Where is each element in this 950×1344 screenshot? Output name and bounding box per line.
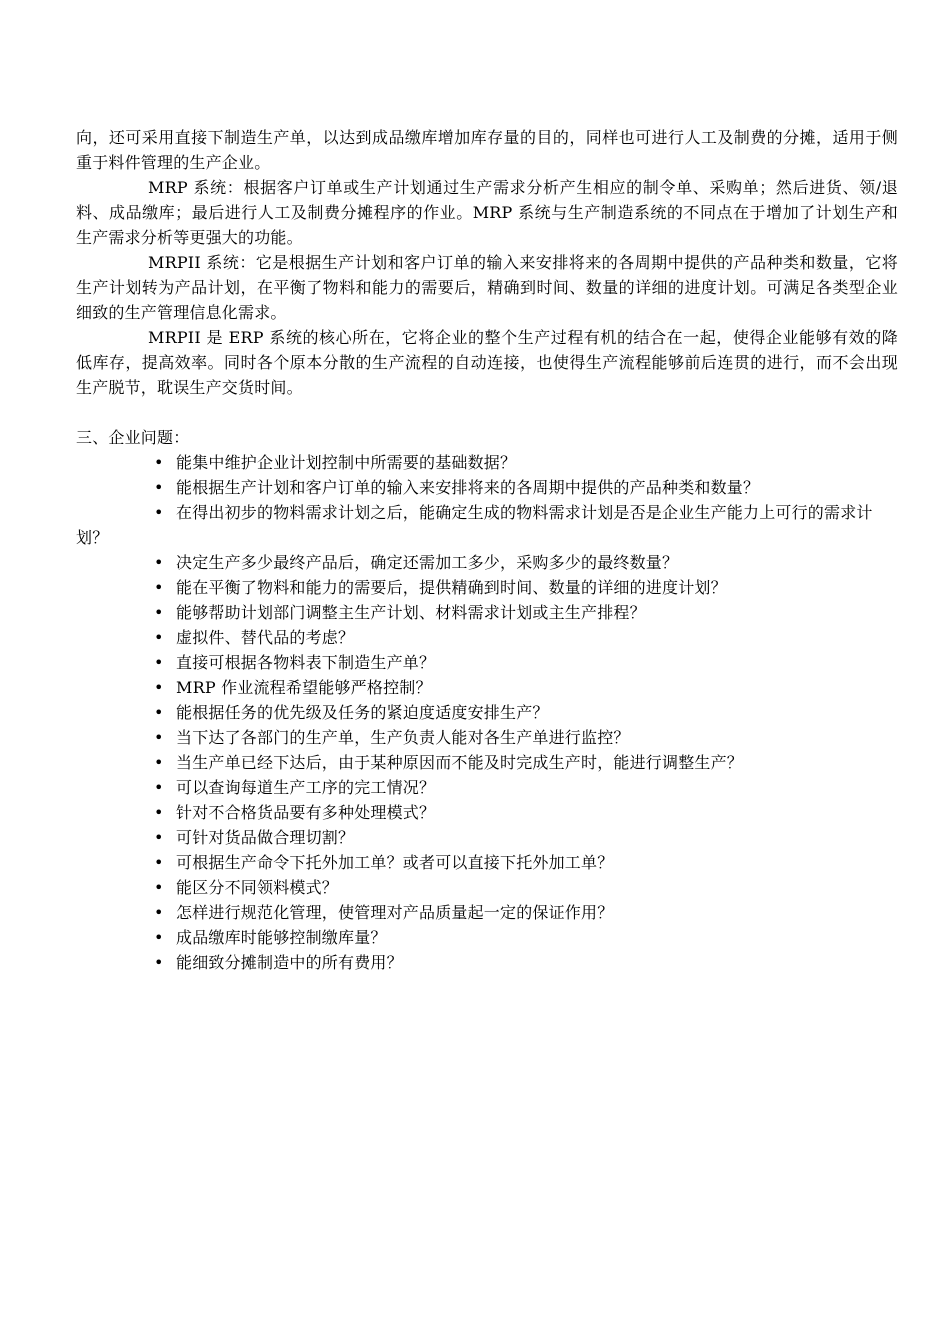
list-item-text: 针对不合格货品要有多种处理模式？ — [176, 803, 436, 822]
paragraph-mrp-system: MRP 系统：根据客户订单或生产计划通过生产需求分析产生相应的制令单、采购单；然后进货、领/退料、成品缴库；最后进行人工及制费分摊程序的作业。MRP 系统与生产制造系统的不同点在于增加了计划生产和生产需求分析等更强大的功能。 — [76, 178, 898, 247]
bullet-icon: • — [154, 503, 164, 522]
list-item — [76, 775, 898, 800]
list-item-text: 怎样进行规范化管理，使管理对产品质量起一定的保证作用？ — [176, 903, 614, 922]
list-item — [76, 650, 898, 675]
bullet-icon: • — [154, 678, 164, 697]
list-item-text: 当下达了各部门的生产单，生产负责人能对各生产单进行监控？ — [176, 728, 630, 747]
list-item-text: 在得出初步的物料需求计划之后，能确定生成的物料需求计划是否是企业生产能力上可行的需求计划？ — [76, 503, 873, 547]
list-item — [76, 950, 898, 975]
list-item — [76, 800, 898, 825]
list-item — [76, 825, 898, 850]
bullet-icon: • — [154, 753, 164, 772]
bullet-icon: • — [154, 728, 164, 747]
list-item-text: 直接可根据各物料表下制造生产单？ — [176, 653, 436, 672]
list-item — [76, 900, 898, 925]
bullet-icon: • — [154, 578, 164, 597]
bullet-icon: • — [154, 703, 164, 722]
bullet-icon: • — [154, 628, 164, 647]
list-item-text: MRP 作业流程希望能够严格控制？ — [176, 678, 432, 697]
list-item — [76, 600, 898, 625]
list-item — [76, 850, 898, 875]
document-body — [76, 125, 898, 975]
bullet-icon: • — [154, 653, 164, 672]
list-item — [76, 575, 898, 600]
bullet-icon: • — [154, 553, 164, 572]
question-list — [76, 450, 898, 975]
bullet-icon: • — [154, 453, 164, 472]
list-item-text: 成品缴库时能够控制缴库量？ — [176, 928, 387, 947]
list-item-text: 决定生产多少最终产品后，确定还需加工多少，采购多少的最终数量？ — [176, 553, 679, 572]
list-item-text: 能区分不同领料模式？ — [176, 878, 339, 897]
bullet-icon: • — [154, 603, 164, 622]
section-heading: 三、企业问题： — [76, 428, 190, 447]
bullet-icon: • — [154, 478, 164, 497]
list-item — [76, 475, 898, 500]
list-item-text: 能在平衡了物料和能力的需要后，提供精确到时间、数量的详细的进度计划？ — [176, 578, 727, 597]
bullet-icon: • — [154, 903, 164, 922]
list-item — [76, 450, 898, 475]
list-item-text: 当生产单已经下达后，由于某种原因而不能及时完成生产时，能进行调整生产？ — [176, 753, 744, 772]
bullet-icon: • — [154, 953, 164, 972]
bullet-icon: • — [154, 853, 164, 872]
list-item-text: 能根据任务的优先级及任务的紧迫度适度安排生产？ — [176, 703, 549, 722]
list-item-text: 能根据生产计划和客户订单的输入来安排将来的各周期中提供的产品种类和数量？ — [176, 478, 760, 497]
list-item-text: 能细致分摊制造中的所有费用？ — [176, 953, 403, 972]
paragraph-mrpii-system: MRPII 系统：它是根据生产计划和客户订单的输入来安排将来的各周期中提供的产品种类和数量，它将生产计划转为产品计划，在平衡了物料和能力的需要后，精确到时间、数量的详细的进度计划。可满足各类型企业细致的生产管理信息化需求。 — [76, 253, 898, 322]
list-item-text: 能集中维护企业计划控制中所需要的基础数据？ — [176, 453, 517, 472]
list-item — [76, 500, 898, 550]
list-item — [76, 550, 898, 575]
bullet-icon: • — [154, 803, 164, 822]
list-item-text: 可以查询每道生产工序的完工情况？ — [176, 778, 436, 797]
list-item — [76, 875, 898, 900]
bullet-icon: • — [154, 778, 164, 797]
list-item — [76, 700, 898, 725]
bullet-icon: • — [154, 828, 164, 847]
list-item-text: 能够帮助计划部门调整主生产计划、材料需求计划或主生产排程？ — [176, 603, 646, 622]
list-item — [76, 925, 898, 950]
bullet-icon: • — [154, 878, 164, 897]
bullet-icon: • — [154, 928, 164, 947]
list-item — [76, 625, 898, 650]
section-spacer — [76, 400, 898, 425]
list-item — [76, 725, 898, 750]
paragraph-mrpii-core: MRPII 是 ERP 系统的核心所在，它将企业的整个生产过程有机的结合在一起，使得企业能够有效的降低库存，提高效率。同时各个原本分散的生产流程的自动连接，也使得生产流程能够前后连贯的进行，而不会出现生产脱节，耽误生产交货时间。 — [76, 328, 898, 397]
list-item-text: 虚拟件、替代品的考虑？ — [176, 628, 355, 647]
list-item-text: 可根据生产命令下托外加工单？或者可以直接下托外加工单？ — [176, 853, 614, 872]
paragraph-continuation: 向，还可采用直接下制造生产单，以达到成品缴库增加库存量的目的，同样也可进行人工及制费的分摊，适用于侧重于料件管理的生产企业。 — [76, 128, 898, 172]
list-item — [76, 675, 898, 700]
list-item-text: 可针对货品做合理切割？ — [176, 828, 355, 847]
list-item — [76, 750, 898, 775]
